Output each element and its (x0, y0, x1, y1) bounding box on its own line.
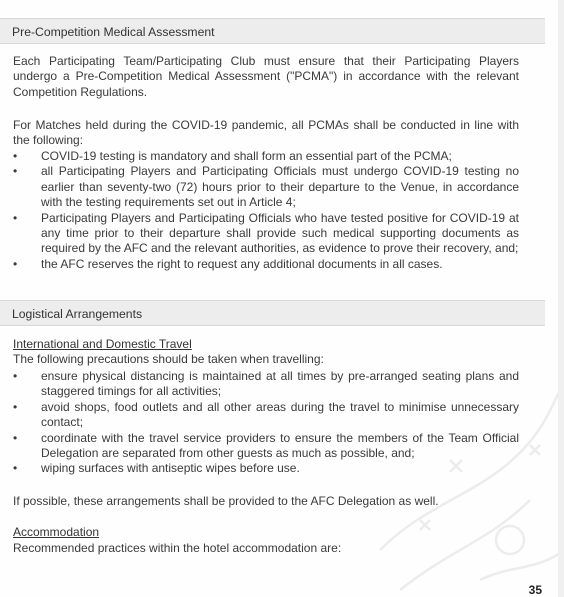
section-header-logistics: Logistical Arrangements (0, 300, 545, 326)
travel-bullet-list (13, 369, 519, 477)
list-item-text: wiping surfaces with antiseptic wipes before use. (41, 461, 300, 476)
bullet-icon: • (13, 164, 18, 179)
list-item-text: coordinate with the travel service providers to ensure the members of the Team Official Delegation are separated from other guests as much as possible, and; (41, 430, 519, 461)
bullet-icon: • (13, 399, 18, 414)
list-item (13, 369, 519, 400)
bullet-icon: • (13, 369, 18, 383)
list-item (13, 149, 519, 164)
travel-closing-text: If possible, these arrangements shall be provided to the AFC Delegation as well. (13, 494, 439, 508)
section-header-pcma: Pre-Competition Medical Assessment (0, 18, 545, 44)
pcma-bullet-list (13, 149, 519, 272)
list-item (13, 257, 519, 272)
list-item (13, 400, 519, 431)
subheading-accommodation: Accommodation (13, 525, 100, 539)
list-item-text: COVID-19 testing is mandatory and shall form an essential part of the PCMA; (41, 149, 452, 163)
bullet-icon: • (13, 461, 18, 476)
bullet-icon: • (13, 430, 18, 445)
list-item-text: avoid shops, food outlets and all other areas during the travel to minimise unnecessary contact; (41, 399, 519, 430)
list-item-text: ensure physical distancing is maintained at all times by pre-arranged seating plans and staggered timings for all activities; (41, 369, 519, 399)
list-item-text: the AFC reserves the right to request any additional documents in all cases. (41, 256, 443, 271)
subheading-travel: International and Domestic Travel (13, 337, 192, 351)
pcma-intro-paragraph: Each Participating Team/Participating Club must ensure that their Participating Players undergo a Pre-Competition Medical Assessment ("PCMA") in accordance with the relevant Competition Regulations. (13, 54, 519, 99)
list-item (13, 164, 519, 210)
list-item-text: Participating Players and Participating Officials who have tested positive for COVID-19 at any time prior to their departure shall provide such medical supporting documents as required by the AFC and the relevant authorities, as evidence to prove their recovery, and; (41, 210, 519, 256)
bullet-icon: • (13, 149, 18, 163)
bullet-icon: • (13, 256, 18, 271)
list-item (13, 211, 519, 257)
page-edge-shadow (558, 0, 564, 597)
pcma-covid-paragraph: For Matches held during the COVID-19 pandemic, all PCMAs shall be conducted in line with the following: (13, 118, 519, 148)
list-item (13, 461, 519, 476)
bullet-icon: • (13, 210, 18, 225)
list-item-text: all Participating Players and Participating Officials must undergo COVID-19 testing no earlier than seventy-two (72) hours prior to their departure to the Venue, in accordance with the testing requirements set out in Article 4; (41, 164, 519, 210)
travel-intro-text: The following precautions should be taken when travelling: (13, 352, 324, 366)
page-number: 35 (528, 583, 542, 597)
list-item (13, 431, 519, 462)
accommodation-intro-text: Recommended practices within the hotel accommodation are: (13, 541, 342, 555)
